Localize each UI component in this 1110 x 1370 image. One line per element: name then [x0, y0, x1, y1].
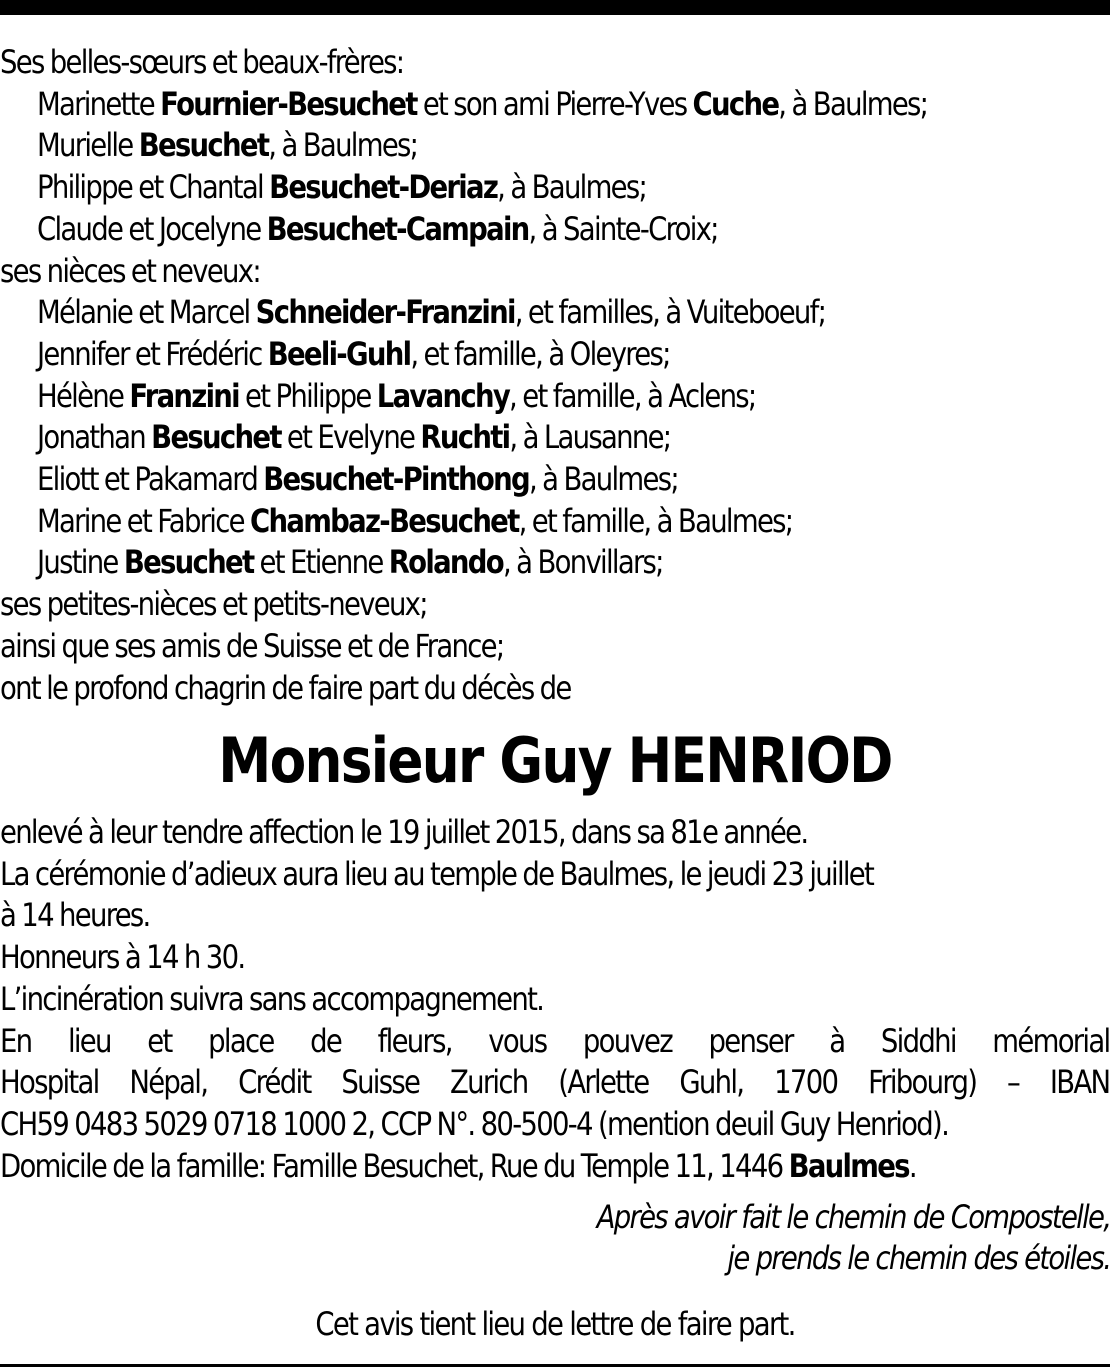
grand-nieces-line: ses petites-nièces et petits-neveux;: [0, 585, 427, 624]
family-entry: Murielle Besuchet, à Baulmes;: [36, 126, 418, 165]
domicile-line: Domicile de la famille: Famille Besuchet, Rue du Temple 11, 1446 Baulmes.: [0, 1146, 916, 1185]
family-list: [0, 42, 955, 709]
family-entry: Marine et Fabrice Chambaz-Besuchet, et famille, à Baulmes;: [36, 501, 793, 540]
details-line: Honneurs à 14 h 30.: [0, 938, 245, 977]
sisters-in-law-heading: Ses belles-sœurs et beaux-frères:: [0, 43, 404, 81]
details-line: En lieu et place de fleurs, vous pouvez penser à Siddhi mémorial: [0, 1021, 1110, 1060]
ceremony-details: [0, 812, 1110, 1187]
friends-line: ainsi que ses amis de Suisse et de France;: [0, 626, 504, 665]
family-entry: Mélanie et Marcel Schneider-Franzini, et familles, à Vuiteboeuf;: [36, 293, 826, 332]
quote-line: je prends le chemin des étoiles.: [727, 1239, 1110, 1277]
family-entry: Marinette Fournier-Besuchet et son ami Pierre-Yves Cuche, à Baulmes;: [36, 84, 928, 123]
details-line: La cérémonie d’adieux aura lieu au temple de Baulmes, le jeudi 23 juillet: [0, 854, 874, 893]
epitaph-quote: [596, 1197, 1110, 1279]
family-entry: Justine Besuchet et Etienne Rolando, à Bonvillars;: [36, 543, 663, 582]
family-entry: Claude et Jocelyne Besuchet-Campain, à Sainte-Croix;: [36, 209, 718, 248]
details-line: Hospital Népal, Crédit Suisse Zurich (Arlette Guhl, 1700 Fribourg) – IBAN: [0, 1063, 1110, 1102]
announcement-line: ont le profond chagrin de faire part du décès de: [0, 668, 571, 707]
family-entry: Eliott et Pakamard Besuchet-Pinthong, à Baulmes;: [36, 460, 678, 499]
details-line: enlevé à leur tendre affection le 19 juillet 2015, dans sa 81e année.: [0, 813, 808, 851]
quote-line: Après avoir fait le chemin de Compostelle,: [596, 1198, 1110, 1236]
details-line: à 14 heures.: [0, 896, 150, 935]
family-entry: Hélène Franzini et Philippe Lavanchy, et famille, à Aclens;: [36, 376, 756, 415]
details-line: L’incinération suivra sans accompagnement.: [0, 979, 544, 1018]
nieces-heading: ses nièces et neveux:: [0, 251, 260, 290]
details-line: CH59 0483 5029 0718 1000 2, CCP N°. 80-500-4 (mention deuil Guy Henriod).: [0, 1104, 949, 1143]
top-rule: [0, 0, 1110, 15]
deceased-name: Monsieur Guy HENRIOD: [218, 724, 892, 797]
family-entry: Jennifer et Frédéric Beeli-Guhl, et famille, à Oleyres;: [36, 334, 670, 373]
bottom-rule: [0, 1364, 1110, 1367]
closing-note: Cet avis tient lieu de lettre de faire part.: [315, 1305, 795, 1343]
family-entry: Jonathan Besuchet et Evelyne Ruchti, à Lausanne;: [36, 418, 671, 457]
family-entry: Philippe et Chantal Besuchet-Deriaz, à Baulmes;: [36, 168, 647, 207]
